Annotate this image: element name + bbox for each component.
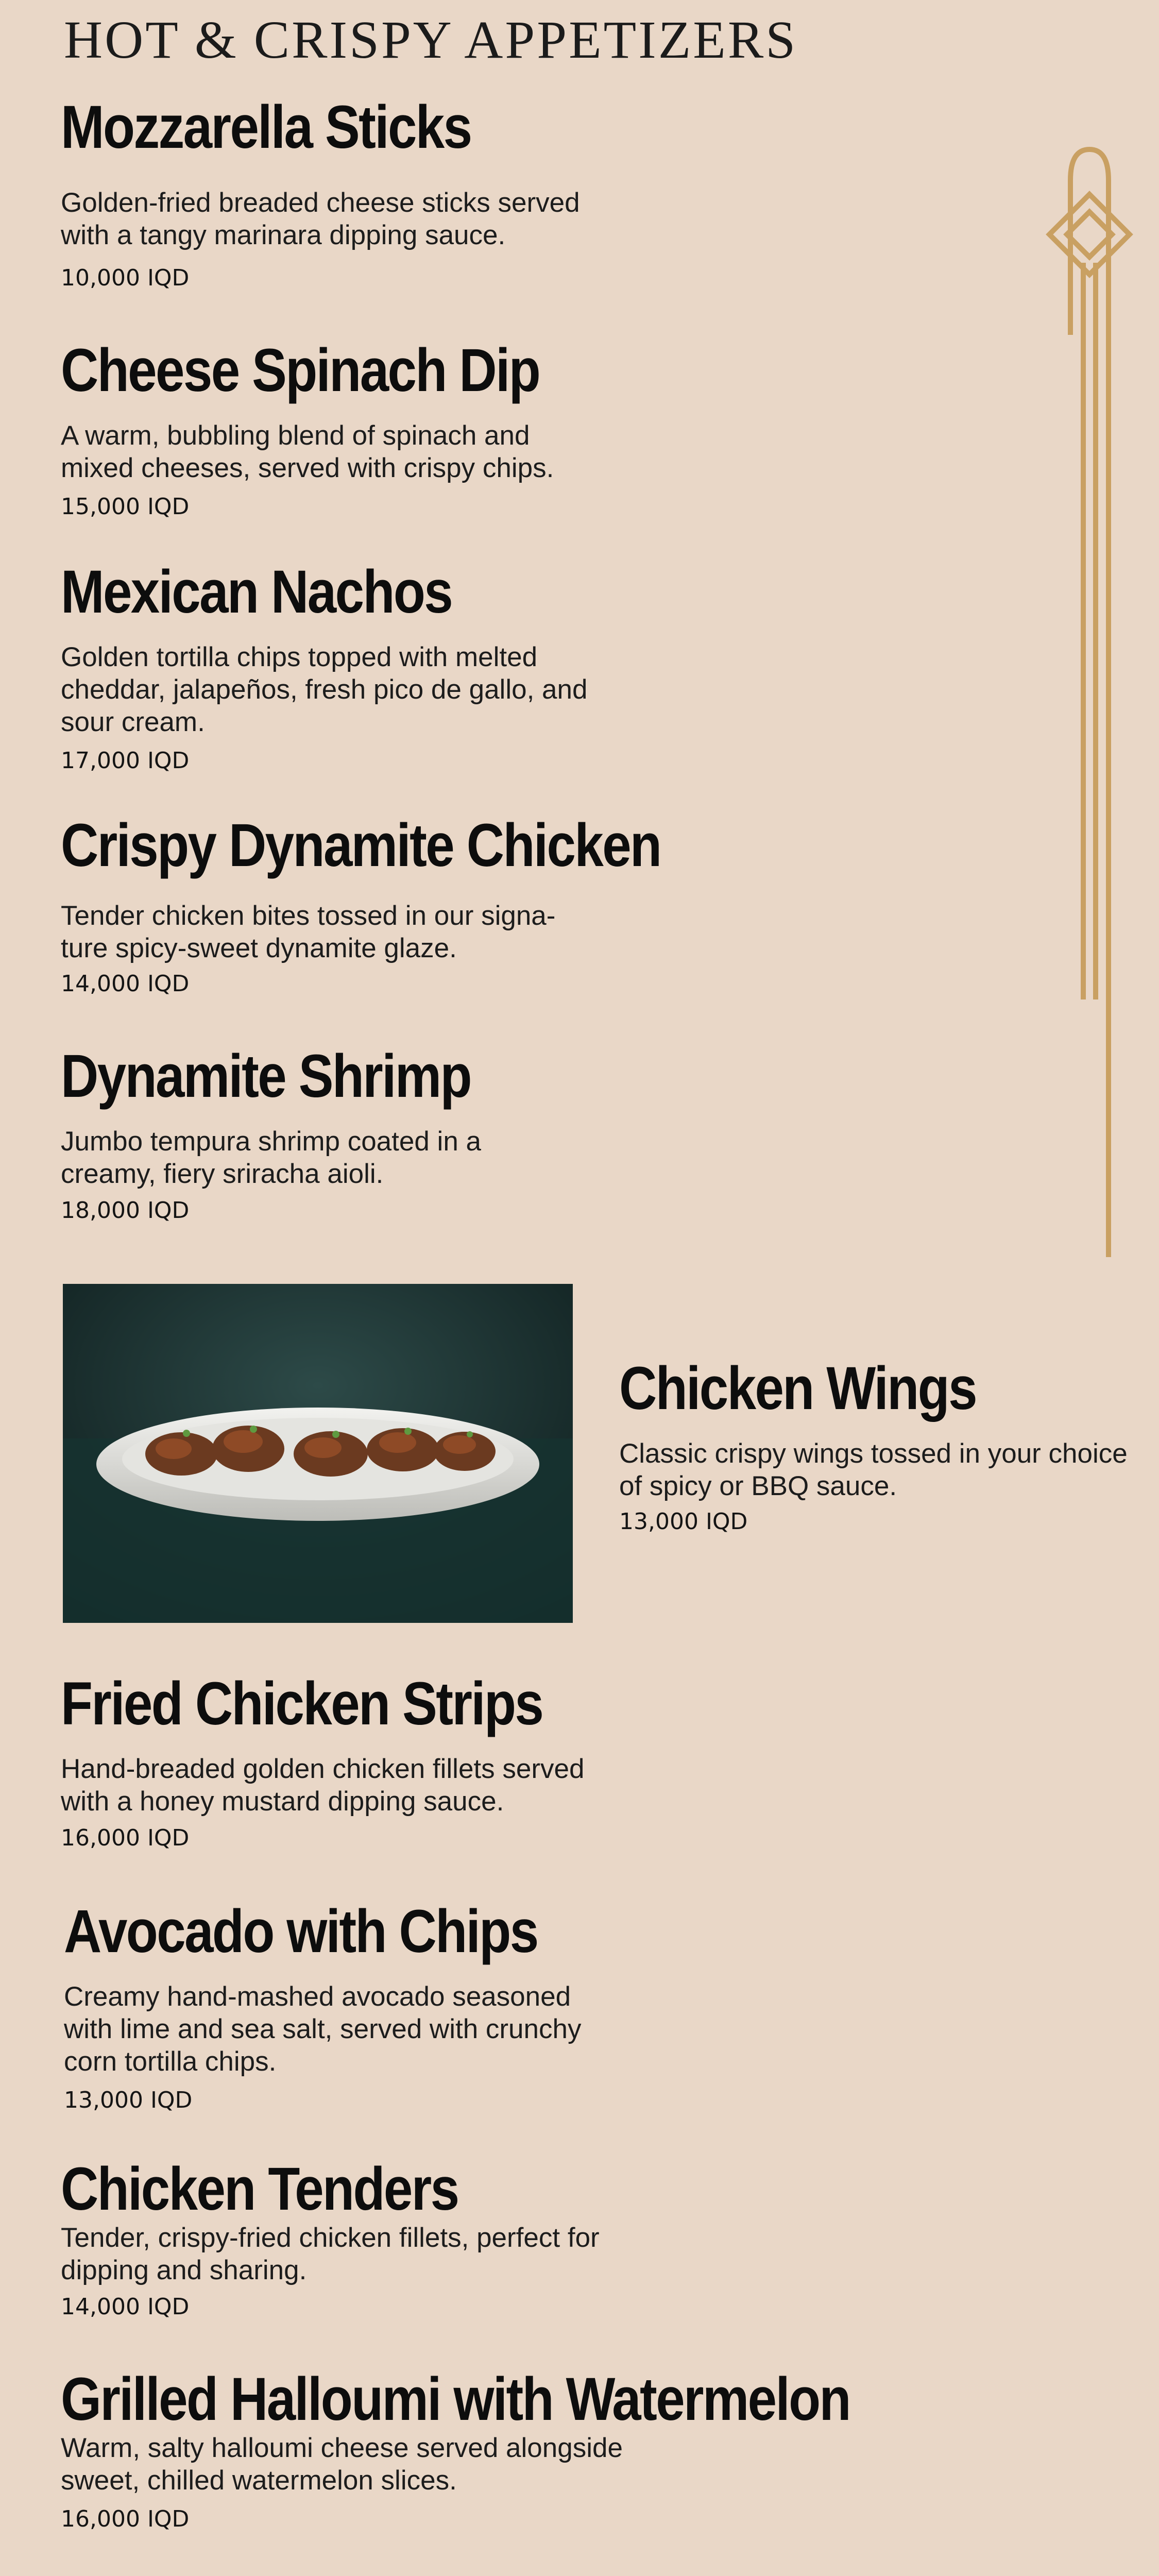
- section-title: HOT & CRISPY APPETIZERS: [64, 10, 798, 70]
- item-description: Tender chicken bites tossed in our signa- ture spicy-sweet dynamite glaze.: [61, 901, 556, 963]
- item-price: 17,000 IQD: [61, 748, 190, 774]
- item-price: 13,000 IQD: [619, 1509, 748, 1535]
- item-price: 16,000 IQD: [61, 1825, 190, 1851]
- item-price: 18,000 IQD: [61, 1197, 190, 1224]
- item-description: Classic crispy wings tossed in your choice of spicy or BBQ sauce.: [619, 1438, 1128, 1501]
- item-name: Mozzarella Sticks: [61, 93, 471, 161]
- item-name: Mexican Nachos: [61, 558, 452, 626]
- item-name: Crispy Dynamite Chicken: [61, 811, 661, 879]
- menu-item: [619, 1354, 1128, 1535]
- item-description: Tender, crispy-fried chicken fillets, perfect for dipping and sharing.: [61, 2223, 600, 2285]
- item-description: Jumbo tempura shrimp coated in a creamy, fiery sriracha aioli.: [61, 1126, 482, 1189]
- item-name: Fried Chicken Strips: [61, 1670, 543, 1738]
- item-description: Warm, salty halloumi cheese served alongside sweet, chilled watermelon slices.: [61, 2433, 623, 2496]
- item-description: Hand-breaded golden chicken fillets served with a honey mustard dipping sauce.: [61, 1754, 585, 1817]
- item-price: 14,000 IQD: [61, 2294, 190, 2320]
- item-name: Dynamite Shrimp: [61, 1042, 471, 1110]
- item-name: Avocado with Chips: [64, 1897, 538, 1965]
- menu-item: [61, 558, 588, 774]
- menu-item: [61, 1042, 537, 1224]
- menu-item: [61, 336, 617, 520]
- menu-item: [61, 2155, 600, 2320]
- item-name: Cheese Spinach Dip: [61, 336, 540, 404]
- item-name: Chicken Tenders: [61, 2155, 458, 2223]
- item-description: Golden-fried breaded cheese sticks served with a tangy marinara dipping sauce.: [61, 188, 580, 250]
- art-deco-ornament: [1041, 144, 1144, 1270]
- item-price: 15,000 IQD: [61, 494, 190, 520]
- item-price: 16,000 IQD: [61, 2506, 190, 2532]
- item-description: Creamy hand-mashed avocado seasoned with lime and sea salt, served with crunchy corn tortilla chips.: [64, 1981, 582, 2077]
- item-price: 10,000 IQD: [61, 265, 190, 291]
- item-price: 13,000 IQD: [64, 2087, 193, 2113]
- menu-item: [61, 1670, 621, 1851]
- item-name: Chicken Wings: [619, 1354, 976, 1422]
- menu-item: [61, 2365, 978, 2532]
- item-name: Grilled Halloumi with Watermelon: [61, 2365, 850, 2433]
- menu-item: [61, 93, 580, 291]
- chicken-wings-photo: [63, 1284, 573, 1623]
- menu-item: [64, 1897, 615, 2113]
- item-description: Golden tortilla chips topped with melted cheddar, jalapeños, fresh pico de gallo, and sour cream.: [61, 642, 588, 737]
- menu-item: [61, 811, 758, 997]
- item-price: 14,000 IQD: [61, 971, 190, 997]
- item-description: A warm, bubbling blend of spinach and mixed cheeses, served with crispy chips.: [61, 420, 554, 483]
